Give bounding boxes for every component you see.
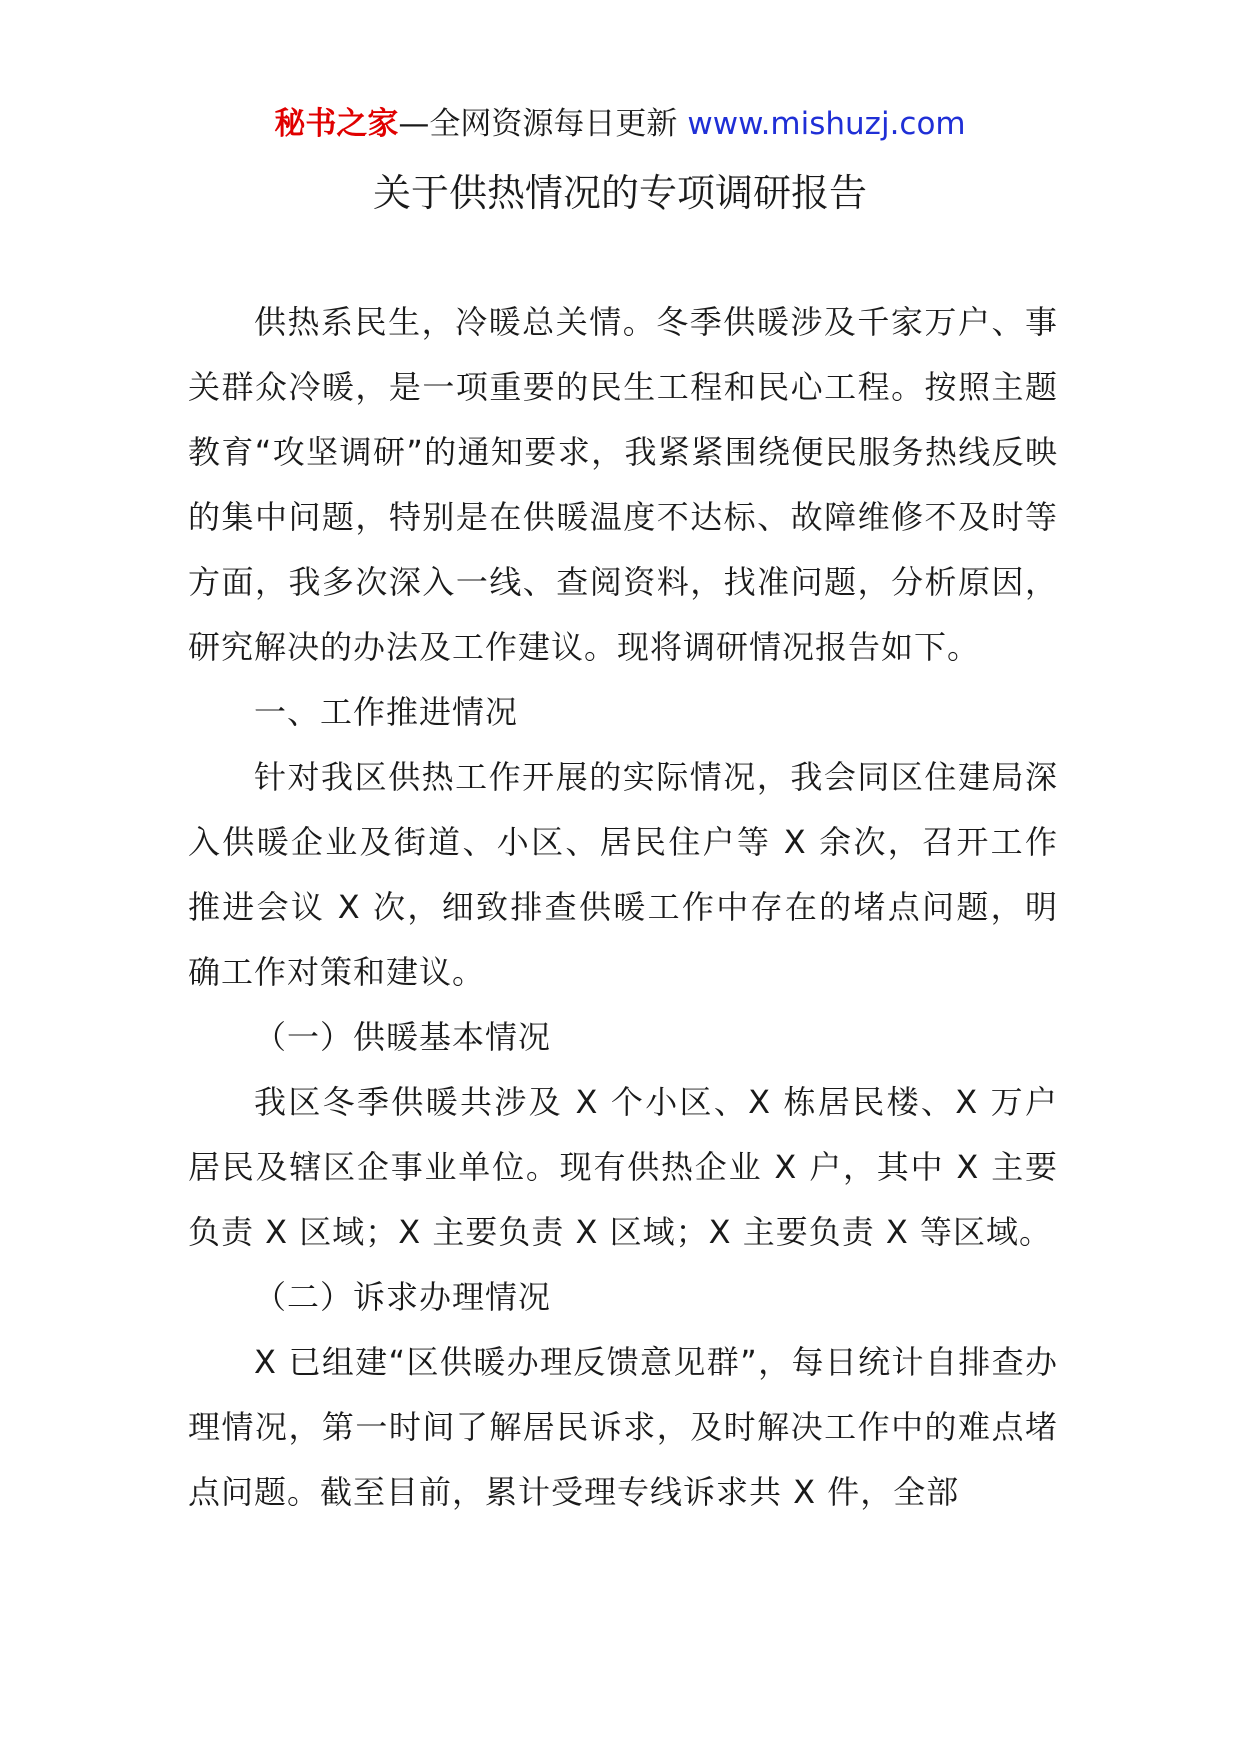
intro-paragraph: 供热系民生，冷暖总关情。冬季供暖涉及千家万户、事关群众冷暖，是一项重要的民生工程和民心工程。按照主题教育“攻坚调研”的通知要求，我紧紧围绕便民服务热线反映的集中问题，特别是在供暖温度不达标、故障维修不及时等方面，我多次深入一线、查阅资料，找准问题，分析原因，研究解决的办法及工作建议。现将调研情况报告如下。 bbox=[188, 303, 1058, 666]
header-tagline: —全网资源每日更新 bbox=[398, 106, 678, 142]
section-1-paragraph: 针对我区供热工作开展的实际情况，我会同区住建局深入供暖企业及街道、小区、居民住户等 X 余次，召开工作推进会议 X 次，细致排查供暖工作中存在的堵点问题，明确工作对策和建议。 bbox=[188, 758, 1058, 991]
site-header bbox=[0, 102, 1240, 146]
site-url-link[interactable]: www.mishuzj.com bbox=[687, 106, 966, 142]
subsection-1-paragraph: 我区冬季供暖共涉及 X 个小区、X 栋居民楼、X 万户居民及辖区企事业单位。现有供热企业 X 户，其中 X 主要负责 X 区域；X 主要负责 X 区域；X 主要负责 X 等区域。 bbox=[188, 1083, 1058, 1251]
subsection-heading-2: （二）诉求办理情况 bbox=[254, 1278, 552, 1316]
brand-name: 秘书之家 bbox=[274, 106, 399, 142]
section-heading-1: 一、工作推进情况 bbox=[254, 693, 519, 731]
subsection-2-paragraph: X 已组建“区供暖办理反馈意见群”，每日统计自排查办理情况，第一时间了解居民诉求，及时解决工作中的难点堵点问题。截至目前，累计受理专线诉求共 X 件，全部 bbox=[188, 1343, 1058, 1511]
subsection-heading-1: （一）供暖基本情况 bbox=[254, 1018, 552, 1056]
document-body bbox=[188, 290, 1058, 1525]
document-title: 关于供热情况的专项调研报告 bbox=[372, 171, 867, 215]
